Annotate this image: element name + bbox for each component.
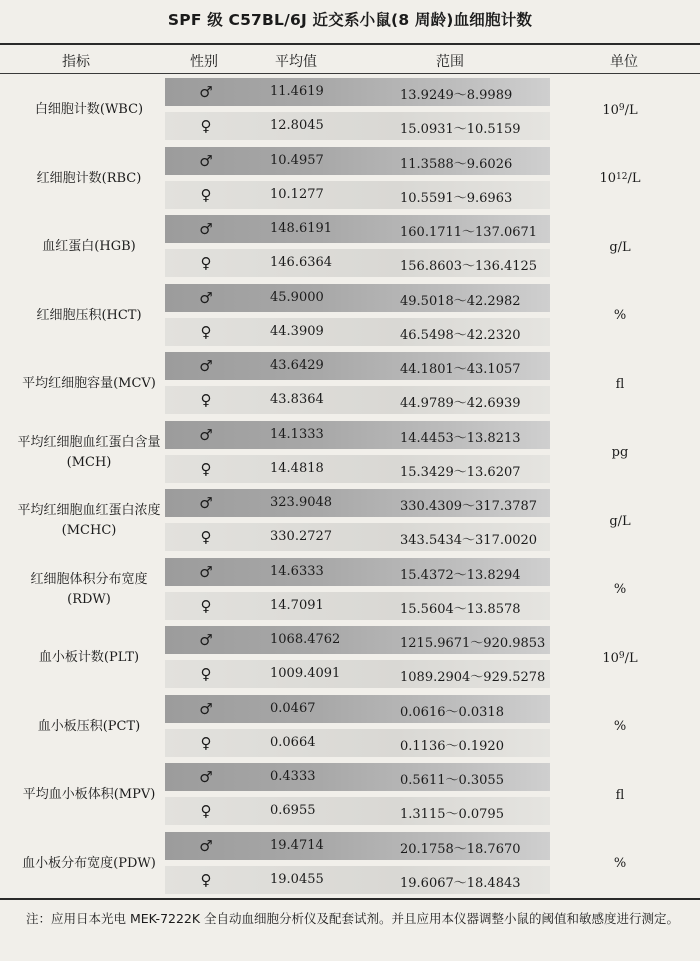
male-range: 49.5018～42.2982 <box>400 293 521 309</box>
male-mean: 323.9048 <box>270 495 333 510</box>
female-range: 44.9789～42.6939 <box>400 396 521 411</box>
table-row-group <box>0 350 700 419</box>
male-range: 330.4309～317.3787 <box>400 499 538 514</box>
unit-base: % <box>613 856 627 871</box>
female-mean: 146.6364 <box>270 255 333 270</box>
female-mean: 10.1277 <box>270 186 324 202</box>
indicator-name: 血红蛋白(HGB) <box>42 239 136 254</box>
male-symbol: ♂ <box>199 699 213 718</box>
female-mean: 43.8364 <box>270 392 324 407</box>
male-range: 20.1758～18.7670 <box>400 841 521 857</box>
male-range: 15.4372～13.8294 <box>400 567 521 583</box>
male-mean: 10.4957 <box>270 152 324 168</box>
male-mean: 0.4333 <box>270 769 316 784</box>
male-mean: 19.4714 <box>270 837 324 853</box>
table-row-group <box>0 145 700 214</box>
unit-cell <box>580 830 660 898</box>
header-unit: 单位 <box>610 54 638 70</box>
male-symbol: ♂ <box>199 83 213 101</box>
header-mean: 平均值 <box>275 54 317 70</box>
table-row-group <box>0 624 700 693</box>
female-range: 15.5604～13.8578 <box>400 601 521 617</box>
female-mean: 44.3909 <box>270 323 324 339</box>
male-symbol: ♂ <box>199 768 213 786</box>
unit-base: % <box>613 582 627 597</box>
female-range: 19.6067～18.4843 <box>400 875 521 891</box>
indicator-name: 血小板分布宽度(PDW) <box>22 855 156 871</box>
male-symbol: ♂ <box>199 288 213 307</box>
indicator-name: 平均血小板体积(MPV) <box>22 787 156 802</box>
unit-cell <box>580 350 660 418</box>
footnote <box>14 907 694 931</box>
indicator-name: 血小板计数(PLT) <box>38 650 140 665</box>
unit-base: fl <box>615 787 625 803</box>
indicator-name: 血小板压积(PCT) <box>37 718 141 734</box>
female-symbol: ♀ <box>200 802 212 820</box>
female-symbol: ♀ <box>200 665 212 683</box>
female-mean: 330.2727 <box>270 529 333 544</box>
male-symbol: ♂ <box>199 425 213 444</box>
female-range: 1089.2904～929.5278 <box>400 670 546 685</box>
male-mean: 1068.4762 <box>270 632 341 647</box>
female-mean: 19.0455 <box>270 871 324 887</box>
male-range: 11.3588～9.6026 <box>400 156 513 172</box>
unit-cell: 10 $^9$ /L <box>602 102 638 118</box>
male-mean: 0.0467 <box>270 700 316 716</box>
female-mean: 14.7091 <box>270 597 324 613</box>
unit-suffix: /L <box>624 650 638 666</box>
unit-cell: 10 $^{12}$ /L <box>599 171 641 186</box>
unit-base: 10 <box>602 650 619 666</box>
table-row-group <box>0 761 700 830</box>
table-row-group <box>0 282 700 351</box>
male-symbol: ♂ <box>199 836 213 855</box>
male-range: 160.1711～137.0671 <box>400 225 538 240</box>
female-symbol: ♀ <box>200 322 212 341</box>
male-mean: 148.6191 <box>270 221 333 236</box>
male-mean: 14.6333 <box>270 563 324 579</box>
male-mean: 45.9000 <box>270 289 324 305</box>
female-mean: 0.6955 <box>270 803 316 818</box>
unit-cell <box>580 419 660 487</box>
indicator-name: 红细胞压积(HCT) <box>36 307 142 323</box>
male-range: 44.1801～43.1057 <box>400 362 521 377</box>
female-symbol: ♀ <box>200 391 212 409</box>
male-mean: 14.1333 <box>270 426 324 442</box>
table-row-group <box>0 487 700 556</box>
female-range: 1.3115～0.0795 <box>400 807 504 822</box>
indicator-name: 平均红细胞血红蛋白含量(MCH) <box>17 434 161 470</box>
male-mean: 43.6429 <box>270 358 324 373</box>
table-bottom-rule <box>0 898 700 900</box>
male-symbol: ♂ <box>199 562 213 581</box>
male-mean: 11.4619 <box>270 84 324 99</box>
indicator-name: 平均红细胞血红蛋白浓度(MCHC) <box>17 503 161 538</box>
unit-suffix: /L <box>624 102 638 118</box>
female-range: 156.8603～136.4125 <box>400 259 538 274</box>
indicator-name: 红细胞计数(RBC) <box>36 170 142 186</box>
unit-base: % <box>613 308 627 323</box>
male-symbol: ♂ <box>199 631 213 649</box>
unit-cell <box>580 556 660 624</box>
male-symbol: ♂ <box>199 357 213 375</box>
indicator-name: 白细胞计数(WBC) <box>34 102 144 117</box>
female-symbol: ♀ <box>200 596 212 615</box>
unit-base: fl <box>615 376 625 392</box>
page-title: SPF 级 C57BL/6J 近交系小鼠(8 周龄)血细胞计数 <box>167 11 533 29</box>
unit-cell <box>580 487 660 555</box>
unit-suffix: /L <box>627 171 641 186</box>
footnote-text: 应用日本光电 MEK-7222K 全自动血细胞分析仪及配套试剂。并且应用本仪器调整小鼠的阈值和敏感度进行测定。 <box>51 911 680 926</box>
header-indicator: 指标 <box>62 54 90 70</box>
table-row-group <box>0 693 700 762</box>
female-range: 10.5591～9.6963 <box>400 190 513 206</box>
table-body <box>0 76 700 898</box>
male-range: 0.5611～0.3055 <box>400 773 504 788</box>
male-symbol: ♂ <box>199 151 213 170</box>
table-row-group <box>0 830 700 899</box>
female-range: 15.0931～10.5159 <box>400 122 521 137</box>
unit-base: pg <box>611 445 629 460</box>
indicator-name: 红细胞体积分布宽度(RDW) <box>30 571 148 607</box>
female-symbol: ♀ <box>200 733 212 752</box>
table-header-rule <box>0 73 700 74</box>
unit-base: 10 <box>602 102 619 118</box>
female-mean: 0.0664 <box>270 734 316 750</box>
female-symbol: ♀ <box>200 117 212 135</box>
male-symbol: ♂ <box>199 494 213 512</box>
header-range: 范围 <box>436 54 464 70</box>
unit-cell <box>580 761 660 829</box>
table-row-group <box>0 419 700 488</box>
female-range: 15.3429～13.6207 <box>400 464 521 480</box>
male-range: 14.4453～13.8213 <box>400 430 521 446</box>
indicator-name: 平均红细胞容量(MCV) <box>22 376 156 391</box>
male-symbol: ♂ <box>199 220 213 238</box>
table-row-group <box>0 213 700 282</box>
unit-base: % <box>613 719 627 734</box>
female-range: 343.5434～317.0020 <box>400 533 538 548</box>
table-row-group <box>0 76 700 145</box>
header-sex: 性别 <box>190 54 218 70</box>
female-range: 46.5498～42.2320 <box>400 327 521 343</box>
unit-base: g/L <box>609 239 631 255</box>
female-mean: 14.4818 <box>270 460 324 476</box>
table-row-group <box>0 556 700 625</box>
female-mean: 1009.4091 <box>270 666 341 681</box>
male-range: 1215.9671～920.9853 <box>400 636 546 651</box>
female-mean: 12.8045 <box>270 118 324 133</box>
unit-cell <box>580 693 660 761</box>
table-top-rule <box>0 43 700 45</box>
unit-base: g/L <box>609 513 631 529</box>
unit-cell: 10 $^9$ /L <box>602 650 638 666</box>
female-symbol: ♀ <box>200 870 212 889</box>
female-range: 0.1136～0.1920 <box>400 738 504 754</box>
unit-base: 10 <box>599 171 617 186</box>
unit-cell <box>580 282 660 350</box>
female-symbol: ♀ <box>200 254 212 272</box>
footnote-label: 注： <box>26 911 52 926</box>
female-symbol: ♀ <box>200 528 212 546</box>
female-symbol: ♀ <box>200 185 212 204</box>
unit-cell <box>580 213 660 281</box>
male-range: 13.9249～8.9989 <box>400 88 513 103</box>
male-range: 0.0616～0.0318 <box>400 704 504 720</box>
female-symbol: ♀ <box>200 459 212 478</box>
